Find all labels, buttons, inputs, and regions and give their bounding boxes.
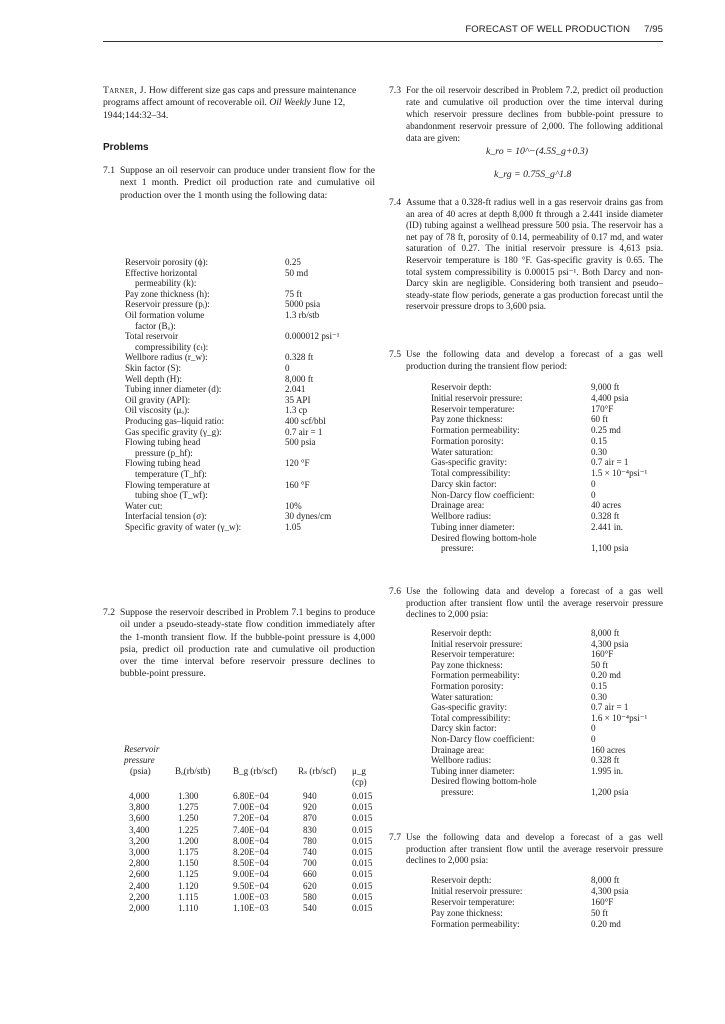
data-row <box>125 458 375 469</box>
table-cell: 940 <box>303 791 317 801</box>
data-row <box>431 713 663 724</box>
problem-text: Use the following data and develop a forecast of a gas well production after transient flow until the average reservoir pressure declines to 2,000 psia: <box>406 586 663 620</box>
table-cell: 3,800 <box>129 802 150 813</box>
data-row <box>125 352 375 363</box>
data-row <box>431 522 663 533</box>
problem-7-2 <box>103 607 375 681</box>
table-cell: 9.00E−04 <box>233 869 269 880</box>
col-header-rs: Rₛ (rb/scf) <box>298 766 337 776</box>
data-label: Gas-specific gravity: <box>431 457 508 468</box>
data-value: 9,000 ft <box>591 382 620 392</box>
data-row <box>125 405 375 416</box>
table-cell: 3,600 <box>129 813 150 824</box>
col-header-bo: Bₒ(rb/stb) <box>175 766 211 776</box>
data-row <box>125 437 375 448</box>
equation-text: k_ro = 10^−(4.5S_g+0.3) <box>486 146 588 157</box>
data-value: 1.3 rb/stb <box>285 310 320 320</box>
data-label: Well depth (H): <box>125 373 182 384</box>
table-cell: 1.150 <box>178 858 199 869</box>
data-value: 35 API <box>285 394 311 405</box>
data-label: Effective horizontal <box>125 267 198 278</box>
data-value: 4,300 psia <box>591 885 629 896</box>
problem-number: 7.1 <box>103 165 115 176</box>
table-cell: 1.110 <box>178 903 199 913</box>
data-row <box>125 416 375 427</box>
data-label: Wellbore radius: <box>431 511 492 521</box>
data-row <box>431 908 663 919</box>
data-value: 0.20 md <box>591 918 621 929</box>
problem-7-6 <box>389 586 663 621</box>
data-value: 0.7 air = 1 <box>285 426 323 437</box>
data-row <box>125 289 375 300</box>
table-row <box>120 802 380 813</box>
table-row <box>120 813 380 824</box>
data-value: 400 scf/bbl <box>285 416 326 426</box>
data-row <box>431 886 663 897</box>
table-row <box>120 791 380 802</box>
problem-number: 7.5 <box>389 349 401 360</box>
data-label: Pay zone thickness (h): <box>125 288 210 299</box>
data-value: 75 ft <box>285 288 302 299</box>
data-label: permeability (k): <box>135 278 197 289</box>
data-value: 160 acres <box>591 744 626 755</box>
data-label: Total compressibility: <box>431 468 511 478</box>
data-label: Formation permeability: <box>431 918 520 929</box>
data-label: Desired flowing bottom-hole <box>431 532 537 543</box>
table-cell: 9.50E−04 <box>233 880 269 891</box>
data-label: Drainage area: <box>431 744 485 755</box>
reference-author: Tarner, J. <box>103 85 147 96</box>
table-row <box>120 881 380 892</box>
data-row <box>431 490 663 501</box>
data-row <box>431 702 663 713</box>
problem-text: For the oil reservoir described in Problem 7.2, predict oil production rate and cumulative oil production over the time interval during which reservoir pressure declines from bubble-point pressure to abandonment reservoir pressure of 2,000. The following additional data are given: <box>406 85 663 143</box>
table-cell: 1.175 <box>178 847 199 857</box>
table-cell: 830 <box>303 824 317 835</box>
data-label: Oil viscosity (μₒ): <box>125 405 190 416</box>
table-cell: 0.015 <box>352 880 373 891</box>
data-label: Pay zone thickness: <box>431 659 503 670</box>
table-cell: 1.00E−03 <box>233 891 269 902</box>
table-cell: 1.125 <box>178 869 199 880</box>
data-value: 0.328 ft <box>591 755 620 766</box>
data-row <box>125 490 375 501</box>
data-row <box>431 457 663 468</box>
data-value: 8,000 ft <box>285 373 314 384</box>
data-row <box>431 734 663 745</box>
problem-7-5 <box>389 349 663 372</box>
data-row <box>125 522 375 533</box>
data-value: 160°F <box>591 896 614 907</box>
data-value: 1.05 <box>285 522 301 532</box>
data-value: 0.30 <box>591 446 607 457</box>
table-cell: 3,200 <box>129 835 150 846</box>
data-label: factor (Bₒ): <box>135 320 176 331</box>
data-row <box>431 919 663 930</box>
data-value: 8,000 ft <box>591 628 620 638</box>
data-value: 160 °F <box>285 479 310 490</box>
table-cell: 2,800 <box>129 858 150 869</box>
table-cell: 1.200 <box>178 835 199 846</box>
data-value: 1.6 × 10⁻⁴psi⁻¹ <box>591 712 648 723</box>
data-value: 120 °F <box>285 458 310 469</box>
data-label: Reservoir porosity (ϕ): <box>125 257 209 267</box>
problem-text: Suppose an oil reservoir can produce under transient flow for the next 1 month. Predict oil production rate and cumulative oil production over the 1 month using the following data: <box>120 165 375 201</box>
data-row <box>431 755 663 766</box>
table-cell: 0.015 <box>352 835 373 846</box>
data-row <box>431 500 663 511</box>
data-row <box>125 331 375 342</box>
table-cell: 0.015 <box>352 824 373 835</box>
table-cell: 580 <box>303 891 317 902</box>
data-label: Oil gravity (API): <box>125 394 191 405</box>
table-cell: 1.115 <box>178 891 199 902</box>
data-row <box>431 468 663 479</box>
data-label: Tubing inner diameter (d): <box>125 384 222 395</box>
data-row <box>125 374 375 385</box>
data-label: Oil formation volume <box>125 310 205 320</box>
table-cell: 0.015 <box>352 802 373 813</box>
problem-7-1 <box>103 165 375 202</box>
data-value: 60 ft <box>591 414 608 425</box>
table-row <box>120 858 380 869</box>
data-row <box>125 384 375 395</box>
page-number: 7/95 <box>644 24 663 35</box>
data-row <box>431 639 663 650</box>
table-cell: 7.00E−04 <box>233 802 269 813</box>
equation-text: k_rg = 0.75S_g^1.8 <box>494 169 572 180</box>
table-row <box>120 892 380 903</box>
table-cell: 870 <box>303 813 317 824</box>
data-value: 1.3 cp <box>285 405 308 416</box>
table-cell: 780 <box>303 835 317 846</box>
data-row <box>125 448 375 459</box>
data-row <box>431 660 663 671</box>
data-row <box>125 299 375 310</box>
data-value: 2.041 <box>285 384 306 395</box>
data-value: 0.328 ft <box>285 352 314 363</box>
pvt-table <box>120 791 380 931</box>
data-value: 170°F <box>591 403 614 414</box>
data-label: Reservoir temperature: <box>431 649 515 660</box>
problem-number: 7.4 <box>389 197 401 208</box>
data-row <box>125 321 375 332</box>
table-cell: 3,000 <box>129 847 150 857</box>
data-row <box>125 511 375 522</box>
data-value: 8,000 ft <box>591 875 620 885</box>
data-row <box>125 310 375 321</box>
data-row <box>125 363 375 374</box>
data-row <box>431 723 663 734</box>
data-value: 1.5 × 10⁻⁴psi⁻¹ <box>591 468 648 478</box>
data-row <box>431 511 663 522</box>
data-label: Flowing temperature at <box>125 479 210 490</box>
table-cell: 8.50E−04 <box>233 858 269 869</box>
data-label: Reservoir temperature: <box>431 896 515 907</box>
table-cell: 0.015 <box>352 813 373 824</box>
data-value: 500 psia <box>285 437 316 448</box>
problem-number: 7.3 <box>389 85 401 96</box>
table-cell: 620 <box>303 880 317 891</box>
data-value: 0.15 <box>591 681 607 691</box>
data-row <box>431 670 663 681</box>
data-row <box>431 533 663 544</box>
col-header-reservoir: Reservoir <box>124 744 160 754</box>
col-header-bg: B_g (rb/scf) <box>233 766 278 776</box>
problem-7-4 <box>389 197 663 313</box>
problem-text: Suppose the reservoir described in Problem 7.1 begins to produce oil under a pseudo-steady-state flow condition immediately after the 1-month transient flow. If the bubble-point pressure is 4,000 psia, predict oil production rate and cumulative oil production over the time interval before reservoir pressure declines to bubble-point pressure. <box>120 607 375 680</box>
table-cell: 6.80E−04 <box>233 791 269 801</box>
data-row <box>431 447 663 458</box>
table-cell: 0.015 <box>352 869 373 880</box>
data-row <box>431 787 663 798</box>
data-label: Formation porosity: <box>431 435 504 446</box>
header-title: FORECAST OF WELL PRODUCTION <box>465 24 631 35</box>
table-cell: 740 <box>303 847 317 857</box>
reference-entry <box>103 85 375 122</box>
table-cell: 2,000 <box>129 903 150 913</box>
data-label: Wellbore radius: <box>431 755 492 766</box>
data-row <box>431 414 663 425</box>
col-header-pressure: pressure <box>124 755 155 765</box>
data-value: 0 <box>591 489 596 500</box>
data-row <box>431 776 663 787</box>
table-cell: 1.275 <box>178 802 199 813</box>
table-cell: 1.120 <box>178 880 199 891</box>
data-label: Producing gas–liquid ratio: <box>125 416 225 426</box>
problem-7-7 <box>389 832 663 867</box>
data-row <box>125 427 375 438</box>
equation-kro <box>486 146 588 157</box>
table-row <box>120 836 380 847</box>
data-label: Tubing inner diameter: <box>431 521 515 532</box>
data-label: Gas specific gravity (γ_g): <box>125 426 222 437</box>
data-row <box>431 404 663 415</box>
data-value: 50 md <box>285 267 308 278</box>
table-cell: 0.015 <box>352 791 373 801</box>
data-row <box>431 543 663 554</box>
data-label: Pay zone thickness: <box>431 907 503 918</box>
equation-krg <box>494 169 571 180</box>
data-label: Water cut: <box>125 500 163 511</box>
data-row <box>125 395 375 406</box>
data-label: Formation permeability: <box>431 425 520 435</box>
data-label: Interfacial tension (σ): <box>125 511 207 522</box>
table-cell: 2,400 <box>129 880 150 891</box>
data-label: pressure (p_hf): <box>135 447 193 458</box>
table-cell: 0.015 <box>352 858 373 869</box>
section-title: Problems <box>103 142 149 153</box>
table-cell: 8.00E−04 <box>233 835 269 846</box>
table-row <box>120 869 380 880</box>
data-label: Total reservoir <box>125 331 179 342</box>
data-row <box>431 436 663 447</box>
data-value: 30 dynes/cm <box>285 511 332 522</box>
data-label: Water saturation: <box>431 691 494 702</box>
data-value: 1,200 psia <box>591 787 629 797</box>
data-label: Tubing inner diameter: <box>431 765 515 776</box>
data-label: compressibility (cₜ): <box>135 341 209 352</box>
data-row <box>431 766 663 777</box>
data-value: 160°F <box>591 649 614 660</box>
data-label: Gas-specific gravity: <box>431 702 508 713</box>
data-row <box>125 501 375 512</box>
data-row <box>431 681 663 692</box>
data-value: 0 <box>591 478 596 489</box>
data-label: Total compressibility: <box>431 712 511 723</box>
data-value: 50 ft <box>591 659 608 670</box>
table-row <box>120 825 380 836</box>
data-label: pressure: <box>441 787 474 797</box>
data-label: Non-Darcy flow coefficient: <box>431 734 535 744</box>
data-row <box>431 875 663 886</box>
data-value: 0 <box>591 723 596 734</box>
data-row <box>431 649 663 660</box>
data-label: temperature (T_hf): <box>135 469 207 479</box>
data-label: Drainage area: <box>431 500 485 511</box>
data-label: pressure: <box>441 543 474 554</box>
data-label: Reservoir depth: <box>431 382 492 392</box>
data-label: Darcy skin factor: <box>431 478 497 489</box>
data-label: Reservoir pressure (pᵢ): <box>125 299 210 310</box>
data-value: 0 <box>591 734 596 744</box>
table-cell: 1.10E−03 <box>233 903 269 913</box>
data-label: Flowing tubing head <box>125 437 201 448</box>
data-row <box>125 278 375 289</box>
data-label: Initial reservoir pressure: <box>431 885 523 896</box>
data-value: 0.7 air = 1 <box>591 702 629 713</box>
data-row <box>431 479 663 490</box>
table-cell: 1.300 <box>178 791 199 801</box>
data-value: 0 <box>285 363 290 373</box>
table-cell: 7.40E−04 <box>233 824 269 835</box>
data-value: 0.30 <box>591 691 607 702</box>
reference-text: How different size gas caps and pressure maintenance programs affect amount of recoverable oil. <box>103 85 357 109</box>
data-value: 0.15 <box>591 435 607 446</box>
data-label: Formation porosity: <box>431 681 504 691</box>
table-cell: 660 <box>303 869 317 880</box>
data-value: 50 ft <box>591 907 608 918</box>
data-row <box>125 469 375 480</box>
data-value: 0.25 md <box>591 425 621 435</box>
table-cell: 7.20E−04 <box>233 813 269 824</box>
data-value: 1,100 psia <box>591 543 629 554</box>
data-label: Skin factor (S): <box>125 363 182 373</box>
table-cell: 920 <box>303 802 317 813</box>
table-cell: 0.015 <box>352 891 373 902</box>
data-label: Reservoir depth: <box>431 875 492 885</box>
data-label: Darcy skin factor: <box>431 723 497 734</box>
data-value: 4,300 psia <box>591 638 629 649</box>
table-cell: 0.015 <box>352 903 373 913</box>
problem-number: 7.2 <box>103 607 115 618</box>
table-header <box>120 744 380 788</box>
problem-number: 7.6 <box>389 586 401 597</box>
table-cell: 8.20E−04 <box>233 847 269 857</box>
data-value: 2.441 in. <box>591 521 624 532</box>
data-row <box>431 382 663 393</box>
table-cell: 1.250 <box>178 813 199 824</box>
table-row <box>120 847 380 858</box>
data-value: 0.000012 psi⁻¹ <box>285 331 340 342</box>
data-label: Formation permeability: <box>431 670 520 681</box>
problem-7-3 <box>389 85 663 145</box>
data-value: 0.7 air = 1 <box>591 457 629 468</box>
reference-rest: June 12, 1944;144:32–34. <box>103 97 346 121</box>
data-label: tubing shoe (T_wf): <box>135 490 208 501</box>
data-label: Water saturation: <box>431 446 494 457</box>
data-row <box>431 692 663 703</box>
data-label: Pay zone thickness: <box>431 414 503 425</box>
data-row <box>431 393 663 404</box>
data-row <box>125 480 375 491</box>
data-value: 40 acres <box>591 500 622 511</box>
running-header <box>440 24 663 35</box>
problem-number: 7.7 <box>389 832 401 843</box>
problem-text: Use the following data and develop a forecast of a gas well production during the transient flow period: <box>406 349 663 371</box>
table-cell: 2,600 <box>129 869 150 880</box>
data-value: 0.20 md <box>591 670 621 681</box>
data-row <box>125 257 375 268</box>
data-value: 0.328 ft <box>591 511 620 521</box>
table-cell: 3,400 <box>129 824 150 835</box>
data-value: 5000 psia <box>285 299 321 310</box>
data-row <box>431 745 663 756</box>
data-label: Reservoir temperature: <box>431 403 515 414</box>
data-value: 4,400 psia <box>591 392 629 403</box>
table-cell: 2,200 <box>129 891 150 902</box>
data-value: 1.995 in. <box>591 765 624 776</box>
data-label: Desired flowing bottom-hole <box>431 776 537 787</box>
data-row <box>125 268 375 279</box>
data-label: Non-Darcy flow coefficient: <box>431 489 535 500</box>
data-row <box>431 628 663 639</box>
data-label: Specific gravity of water (γ_w): <box>125 522 242 532</box>
table-cell: 4,000 <box>129 791 150 801</box>
header-rule <box>103 41 663 42</box>
data-value: 0.25 <box>285 257 301 267</box>
problem-text: Use the following data and develop a forecast of a gas well production after transient flow until the average reservoir pressure declines to 2,000 psia: <box>406 832 663 866</box>
data-value: 10% <box>285 500 302 511</box>
data-row <box>125 342 375 353</box>
reference-journal: Oil Weekly <box>269 97 311 109</box>
data-row <box>431 897 663 908</box>
table-cell: 540 <box>303 903 317 913</box>
col-header-mug: μ_g (cp) <box>352 766 367 788</box>
table-cell: 700 <box>303 858 317 869</box>
data-label: Reservoir depth: <box>431 628 492 638</box>
table-row <box>120 903 380 914</box>
problem-text: Assume that a 0.328-ft radius well in a gas reservoir drains gas from an area of 40 acres at depth 8,000 ft through a 2.441 inside diameter (ID) tubing against a wellhead pressure 500 psia. The reservoir has a net pay of 78 ft, porosity of 0.14, permeability of 0.17 md, and water saturation of 0.27. The initial reservoir pressure is 4,613 psia. Reservoir temperature is 180 °F. Gas-specific gravity is 0.65. The total system compressibility is 0.00015 psi⁻¹. Both Darcy and non-Darcy skin are negligible. Considering both transient and pseudo–steady-state flow periods, generate a gas production forecast until the reservoir pressure drops to 3,600 psia. <box>406 197 663 312</box>
table-cell: 0.015 <box>352 847 373 857</box>
data-label: Wellbore radius (r_w): <box>125 352 208 363</box>
data-label: Initial reservoir pressure: <box>431 638 523 649</box>
table-cell: 1.225 <box>178 824 199 835</box>
data-label: Initial reservoir pressure: <box>431 392 523 403</box>
data-label: Flowing tubing head <box>125 458 201 469</box>
col-header-psia: (psia) <box>130 766 151 776</box>
data-row <box>431 425 663 436</box>
